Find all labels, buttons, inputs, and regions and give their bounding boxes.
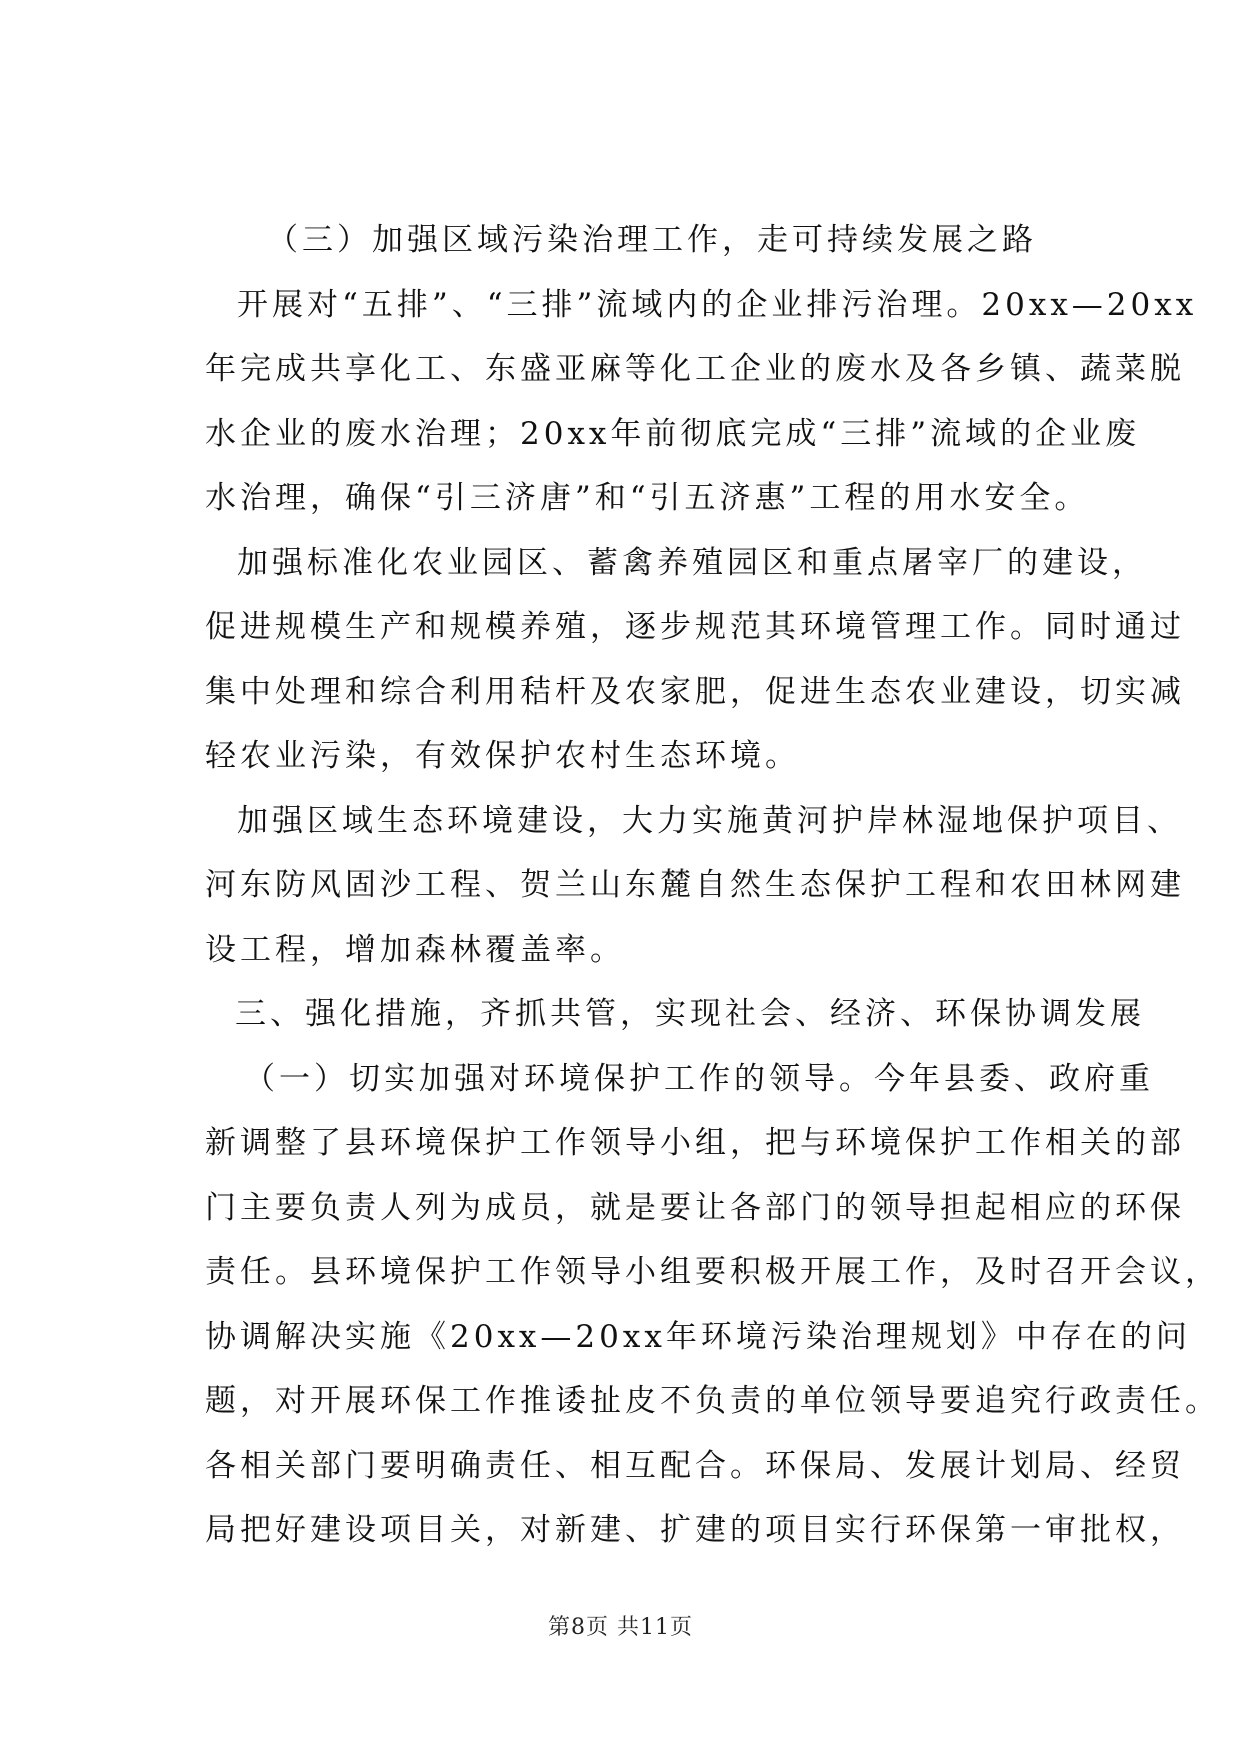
paragraph-line: （一）切实加强对环境保护工作的领导。今年县委、政府重: [244, 1060, 1154, 1097]
paragraph-line: 河东防风固沙工程、贺兰山东麓自然生态保护工程和农田林网建: [205, 867, 1185, 903]
paragraph-line: 水治理，确保“引三济唐”和“引五济惠”工程的用水安全。: [205, 480, 1090, 516]
paragraph-line: 设工程，增加森林覆盖率。: [205, 931, 625, 968]
paragraph-line: 集中处理和综合利用秸杆及农家肥，促进生态农业建设，切实减: [205, 673, 1185, 710]
paragraph-line: 协调解决实施《20xx—20xx年环境污染治理规划》中存在的问: [205, 1318, 1191, 1355]
paragraph-line: 加强标准化农业园区、蓄禽养殖园区和重点屠宰厂的建设，: [237, 544, 1147, 581]
section-heading: （三）加强区域污染治理工作，走可持续发展之路: [267, 222, 1037, 258]
section-heading: 三、强化措施，齐抓共管，实现社会、经济、环保协调发展: [235, 996, 1145, 1032]
paragraph-line: 开展对“五排”、“三排”流域内的企业排污治理。20xx—20xx: [237, 286, 1198, 323]
paragraph-line: 责任。县环境保护工作领导小组要积极开展工作，及时召开会议，: [205, 1254, 1220, 1290]
paragraph-line: 题，对开展环保工作推诿扯皮不负责的单位领导要追究行政责任。: [205, 1383, 1220, 1419]
document-body: [205, 208, 1220, 1563]
paragraph-line: 局把好建设项目关，对新建、扩建的项目实行环保第一审批权，: [205, 1512, 1185, 1548]
paragraph-line: 水企业的废水治理；20xx年前彻底完成“三排”流域的企业废: [205, 415, 1141, 452]
paragraph-line: 轻农业污染，有效保护农村生态环境。: [205, 738, 800, 774]
paragraph-line: 年完成共享化工、东盛亚麻等化工企业的废水及各乡镇、蔬菜脱: [205, 351, 1185, 387]
paragraph-line: 各相关部门要明确责任、相互配合。环保局、发展计划局、经贸: [205, 1447, 1185, 1484]
paragraph-line: 新调整了县环境保护工作领导小组，把与环境保护工作相关的部: [205, 1125, 1185, 1161]
page-number: 第8页 共11页: [548, 1615, 693, 1640]
paragraph-line: 门主要负责人列为成员，就是要让各部门的领导担起相应的环保: [205, 1189, 1185, 1226]
paragraph-line: 加强区域生态环境建设，大力实施黄河护岸林湿地保护项目、: [237, 802, 1182, 839]
paragraph-line: 促进规模生产和规模养殖，逐步规范其环境管理工作。同时通过: [205, 609, 1185, 645]
page-footer: [0, 1610, 1241, 1641]
